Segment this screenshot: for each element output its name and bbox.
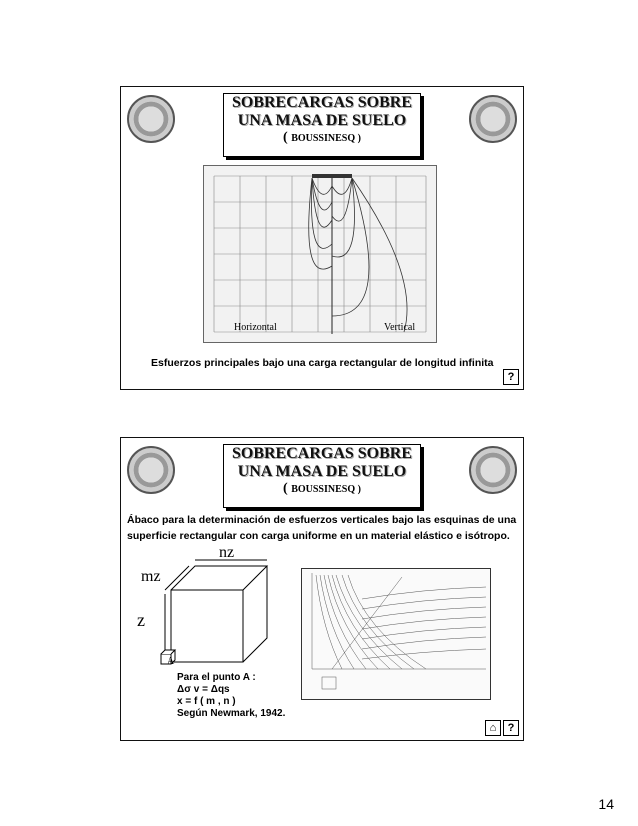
newmark-chart [301,568,491,700]
vertical-label: Vertical [384,322,416,333]
stress-isolines-svg [204,166,436,342]
slide-title-box [223,93,421,157]
stress-isolines-chart [203,165,437,343]
title-paren-open: ( [283,481,288,496]
page-number: 14 [598,796,614,812]
title-paren [224,481,420,497]
university-seal-right [469,95,517,143]
slide-2 [120,437,524,741]
point-line-4: Según Newmark, 1942. [177,708,286,719]
title-line-2: UNA MASA DE SUELO [237,112,407,129]
home-button[interactable]: ⌂ [485,720,501,736]
slide-1 [120,86,524,390]
title-line-1: SOBRECARGAS SOBRE [231,94,413,111]
isolines [309,178,407,332]
title-paren-name: BOUSSINESQ ) [291,484,361,495]
cube-label-z: z [137,610,145,630]
cube-label-nz: nz [219,544,235,561]
slide-title-box [223,444,421,508]
title-paren-name: BOUSSINESQ ) [291,133,361,144]
title-line-1: SOBRECARGAS SOBRE [231,445,413,462]
grid [214,176,426,332]
help-button[interactable]: ? [503,369,519,385]
cube-label-a: A [167,656,175,667]
help-button[interactable]: ? [503,720,519,736]
load-strip [312,174,352,178]
point-line-1: Para el punto A : [177,672,256,683]
title-line-2: UNA MASA DE SUELO [237,463,407,480]
university-seal-left [127,446,175,494]
title-paren [224,130,420,146]
slide-description: Ábaco para la determinación de esfuerzos verticales bajo las esquinas de una superficie rectangular con carga uniforme en un material elástico e isótropo. [127,514,517,542]
slide-caption: Esfuerzos principales bajo una carga rectangular de longitud infinita [151,357,494,369]
cube-diagram [131,544,281,670]
university-seal-right [469,446,517,494]
point-a-info [177,672,285,720]
cube-label-mz: mz [141,568,161,585]
newmark-chart-svg [302,569,490,699]
horizontal-label: Horizontal [234,322,277,333]
point-line-2: Δσ v = Δqs [177,684,230,695]
title-paren-open: ( [283,130,288,145]
university-seal-left [127,95,175,143]
point-line-3: x = f ( m , n ) [177,696,236,707]
